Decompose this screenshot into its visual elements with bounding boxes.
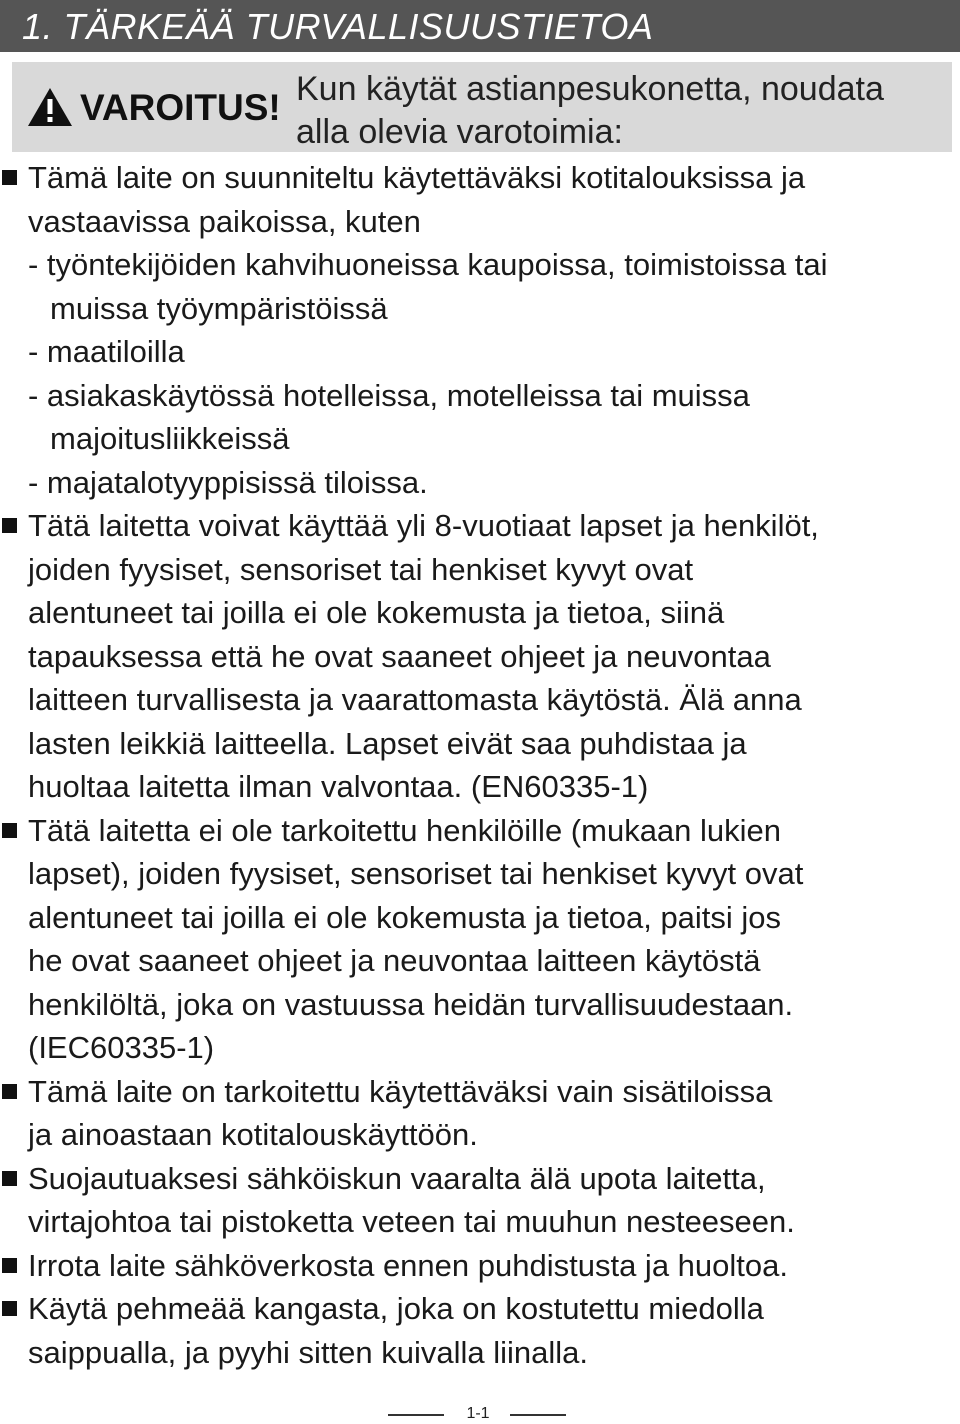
footer-rule — [388, 1414, 444, 1416]
item-line: - asiakaskäytössä hotelleissa, motelleissa tai muissa — [28, 377, 750, 413]
warning-text — [296, 68, 884, 154]
item-line: lasten leikkiä laitteella. Lapset eivät saa puhdistaa ja — [28, 725, 747, 761]
list-item — [0, 1244, 960, 1288]
square-bullet-icon — [2, 823, 17, 838]
square-bullet-icon — [2, 1258, 17, 1273]
square-bullet-icon — [2, 170, 17, 185]
item-line: saippualla, ja pyyhi sitten kuivalla liinalla. — [28, 1334, 589, 1370]
item-line: lapset), joiden fyysiset, sensoriset tai henkiset kyvyt ovat — [28, 856, 804, 891]
item-line: Suojautuaksesi sähköiskun vaaralta älä upota laitetta, — [28, 1160, 766, 1196]
item-line: (IEC60335-1) — [28, 1030, 215, 1065]
warning-label: VAROITUS! — [80, 87, 281, 128]
section-header-bar — [0, 0, 960, 52]
item-line: Tämä laite on tarkoitettu käytettäväksi vain sisätiloissa — [28, 1073, 773, 1109]
item-line: Tätä laitetta ei ole tarkoitettu henkilöille (mukaan lukien — [28, 812, 782, 848]
square-bullet-icon — [2, 1084, 17, 1099]
item-line: - majatalotyyppisissä tiloissa. — [28, 464, 428, 500]
warning-triangle-icon — [26, 86, 74, 128]
page-number: 1-1 — [466, 1405, 490, 1422]
square-bullet-icon — [2, 1171, 17, 1186]
footer-rule — [510, 1414, 566, 1416]
item-line: laitteen turvallisesta ja vaarattomasta käytöstä. Älä anna — [28, 682, 802, 717]
item-line: tapauksessa että he ovat saaneet ohjeet ja neuvontaa — [28, 638, 771, 674]
list-item — [0, 504, 960, 809]
item-line: vastaavissa paikoissa, kuten — [28, 203, 421, 239]
item-line: henkilöltä, joka on vastuussa heidän turvallisuudestaan. — [28, 986, 794, 1022]
list-item — [0, 809, 960, 1070]
item-line: - maatiloilla — [28, 334, 185, 369]
square-bullet-icon — [2, 518, 17, 533]
item-line: alentuneet tai joilla ei ole kokemusta ja tietoa, siinä — [28, 595, 725, 630]
square-bullet-icon — [2, 1301, 17, 1316]
warning-text-line: alla olevia varotoimia: — [296, 113, 623, 151]
item-line: Käytä pehmeää kangasta, joka on kostutettu miedolla — [28, 1291, 764, 1326]
item-line: majoitusliikkeissä — [50, 421, 290, 456]
item-line: ja ainoastaan kotitalouskäyttöön. — [28, 1117, 478, 1152]
list-item — [0, 1287, 960, 1374]
section-title: 1. TÄRKEÄÄ TURVALLISUUSTIETOA — [22, 6, 654, 47]
item-line: - työntekijöiden kahvihuoneissa kaupoissa, toimistoissa tai — [28, 247, 828, 282]
item-line: Tämä laite on suunniteltu käytettäväksi kotitalouksissa ja — [28, 160, 806, 195]
list-item — [0, 1070, 960, 1157]
item-line: Irrota laite sähköverkosta ennen puhdistusta ja huoltoa. — [28, 1247, 788, 1283]
list-item — [0, 1157, 960, 1244]
item-line: muissa työympäristöissä — [50, 290, 388, 326]
item-line: virtajohtoa tai pistoketta veteen tai muuhun nesteeseen. — [28, 1204, 795, 1239]
item-line: he ovat saaneet ohjeet ja neuvontaa laitteen käytöstä — [28, 943, 761, 978]
item-line: Tätä laitetta voivat käyttää yli 8-vuotiaat lapset ja henkilöt, — [28, 508, 819, 543]
warning-box — [12, 62, 952, 152]
item-line: huoltaa laitetta ilman valvontaa. (EN60335-1) — [28, 769, 649, 804]
list-item — [0, 156, 960, 504]
warning-text-line: Kun käytät astianpesukonetta, noudata — [296, 70, 884, 108]
page-footer — [0, 1404, 960, 1424]
safety-list — [0, 156, 960, 1374]
item-line: joiden fyysiset, sensoriset tai henkiset kyvyt ovat — [28, 551, 694, 587]
item-line: alentuneet tai joilla ei ole kokemusta ja tietoa, paitsi jos — [28, 899, 782, 935]
